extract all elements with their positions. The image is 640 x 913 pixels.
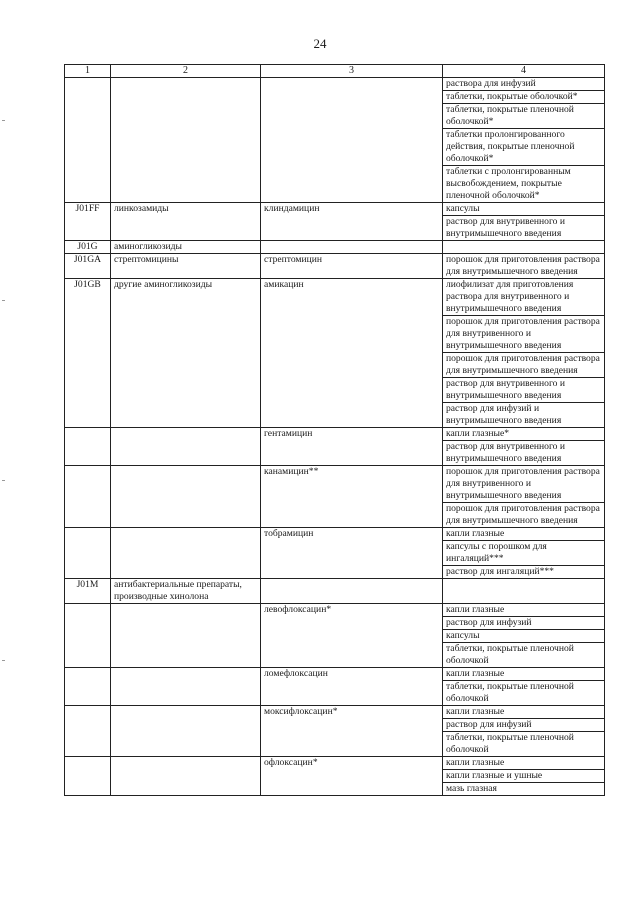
atc-code-cell: J01GA bbox=[65, 254, 111, 279]
atc-code-cell: J01GB bbox=[65, 279, 111, 428]
group-name-cell bbox=[111, 428, 261, 466]
column-header: 4 bbox=[443, 65, 605, 78]
group-name-cell: аминогликозиды bbox=[111, 241, 261, 254]
dosage-form-cell: раствор для инфузий bbox=[443, 617, 605, 630]
group-name-cell bbox=[111, 528, 261, 579]
table-row bbox=[65, 254, 605, 279]
group-name-cell bbox=[111, 78, 261, 203]
table-row bbox=[65, 706, 605, 719]
margin-mark bbox=[2, 120, 5, 121]
drug-name-cell: левофлоксацин* bbox=[261, 604, 443, 668]
drug-name-cell bbox=[261, 241, 443, 254]
atc-code-cell bbox=[65, 78, 111, 203]
dosage-form-cell: капсулы с порошком для ингаляций*** bbox=[443, 541, 605, 566]
dosage-form-cell: капли глазные и ушные bbox=[443, 770, 605, 783]
dosage-form-cell: таблетки, покрытые пленочной оболочкой bbox=[443, 643, 605, 668]
dosage-form-cell: раствора для инфузий bbox=[443, 78, 605, 91]
margin-mark bbox=[2, 480, 5, 481]
group-name-cell bbox=[111, 706, 261, 757]
dosage-form-cell: раствор для инфузий bbox=[443, 719, 605, 732]
drug-table bbox=[64, 64, 605, 796]
dosage-form-cell: таблетки, покрытые оболочкой* bbox=[443, 91, 605, 104]
dosage-form-cell: порошок для приготовления раствора для внутримышечного введения bbox=[443, 254, 605, 279]
column-header: 2 bbox=[111, 65, 261, 78]
dosage-form-cell: таблетки пролонгированного действия, покрытые пленочной оболочкой* bbox=[443, 129, 605, 166]
dosage-form-cell: капли глазные bbox=[443, 668, 605, 681]
table-row bbox=[65, 78, 605, 91]
table-row bbox=[65, 757, 605, 770]
atc-code-cell bbox=[65, 604, 111, 668]
dosage-form-cell: раствор для внутривенного и внутримышечного введения bbox=[443, 378, 605, 403]
dosage-form-cell: таблетки, покрытые пленочной оболочкой* bbox=[443, 104, 605, 129]
dosage-form-cell: капли глазные bbox=[443, 757, 605, 770]
group-name-cell bbox=[111, 466, 261, 528]
dosage-form-cell: капли глазные bbox=[443, 706, 605, 719]
group-name-cell: другие аминогликозиды bbox=[111, 279, 261, 428]
table-row bbox=[65, 579, 605, 604]
dosage-form-cell: порошок для приготовления раствора для внутримышечного введения bbox=[443, 503, 605, 528]
dosage-form-cell: раствор для ингаляций*** bbox=[443, 566, 605, 579]
atc-code-cell: J01G bbox=[65, 241, 111, 254]
table-row bbox=[65, 279, 605, 316]
table-row bbox=[65, 604, 605, 617]
table-row bbox=[65, 528, 605, 541]
column-header: 3 bbox=[261, 65, 443, 78]
dosage-form-cell: капли глазные bbox=[443, 528, 605, 541]
atc-code-cell: J01FF bbox=[65, 203, 111, 241]
dosage-form-cell: порошок для приготовления раствора для внутримышечного введения bbox=[443, 353, 605, 378]
margin-mark bbox=[2, 300, 5, 301]
atc-code-cell bbox=[65, 428, 111, 466]
atc-code-cell bbox=[65, 528, 111, 579]
margin-mark bbox=[2, 660, 5, 661]
group-name-cell: стрептомицины bbox=[111, 254, 261, 279]
drug-name-cell bbox=[261, 579, 443, 604]
dosage-form-cell: капсулы bbox=[443, 630, 605, 643]
dosage-form-cell: раствор для внутривенного и внутримышечного введения bbox=[443, 441, 605, 466]
drug-name-cell: гентамицин bbox=[261, 428, 443, 466]
atc-code-cell bbox=[65, 466, 111, 528]
dosage-form-cell: раствор для инфузий и внутримышечного введения bbox=[443, 403, 605, 428]
group-name-cell: линкозамиды bbox=[111, 203, 261, 241]
group-name-cell: антибактериальные препараты, производные хинолона bbox=[111, 579, 261, 604]
dosage-form-cell: порошок для приготовления раствора для внутривенного и внутримышечного введения bbox=[443, 316, 605, 353]
table-row bbox=[65, 428, 605, 441]
drug-name-cell: тобрамицин bbox=[261, 528, 443, 579]
dosage-form-cell: мазь глазная bbox=[443, 783, 605, 796]
page-number: 24 bbox=[313, 36, 327, 51]
drug-name-cell: стрептомицин bbox=[261, 254, 443, 279]
dosage-form-cell: капли глазные* bbox=[443, 428, 605, 441]
drug-name-cell: офлоксацин* bbox=[261, 757, 443, 796]
dosage-form-cell: таблетки с пролонгированным высвобождением, покрытые пленочной оболочкой* bbox=[443, 166, 605, 203]
table-body bbox=[65, 78, 605, 796]
drug-name-cell: ломефлоксацин bbox=[261, 668, 443, 706]
column-header: 1 bbox=[65, 65, 111, 78]
drug-name-cell: моксифлоксацин* bbox=[261, 706, 443, 757]
table-row bbox=[65, 241, 605, 254]
atc-code-cell bbox=[65, 706, 111, 757]
group-name-cell bbox=[111, 668, 261, 706]
dosage-form-cell: порошок для приготовления раствора для внутривенного и внутримышечного введения bbox=[443, 466, 605, 503]
drug-name-cell: амикацин bbox=[261, 279, 443, 428]
table-row bbox=[65, 668, 605, 681]
dosage-form-cell: капсулы bbox=[443, 203, 605, 216]
table-row bbox=[65, 466, 605, 503]
dosage-form-cell: лиофилизат для приготовления раствора для внутривенного и внутримышечного введения bbox=[443, 279, 605, 316]
table-row bbox=[65, 203, 605, 216]
dosage-form-cell: капли глазные bbox=[443, 604, 605, 617]
dosage-form-cell bbox=[443, 579, 605, 604]
atc-code-cell: J01M bbox=[65, 579, 111, 604]
dosage-form-cell bbox=[443, 241, 605, 254]
drug-name-cell bbox=[261, 78, 443, 203]
atc-code-cell bbox=[65, 757, 111, 796]
drug-name-cell: клиндамицин bbox=[261, 203, 443, 241]
drug-name-cell: канамицин** bbox=[261, 466, 443, 528]
group-name-cell bbox=[111, 757, 261, 796]
dosage-form-cell: таблетки, покрытые пленочной оболочкой bbox=[443, 732, 605, 757]
dosage-form-cell: раствор для внутривенного и внутримышечного введения bbox=[443, 216, 605, 241]
group-name-cell bbox=[111, 604, 261, 668]
table-header-row bbox=[65, 65, 605, 78]
dosage-form-cell: таблетки, покрытые пленочной оболочкой bbox=[443, 681, 605, 706]
atc-code-cell bbox=[65, 668, 111, 706]
